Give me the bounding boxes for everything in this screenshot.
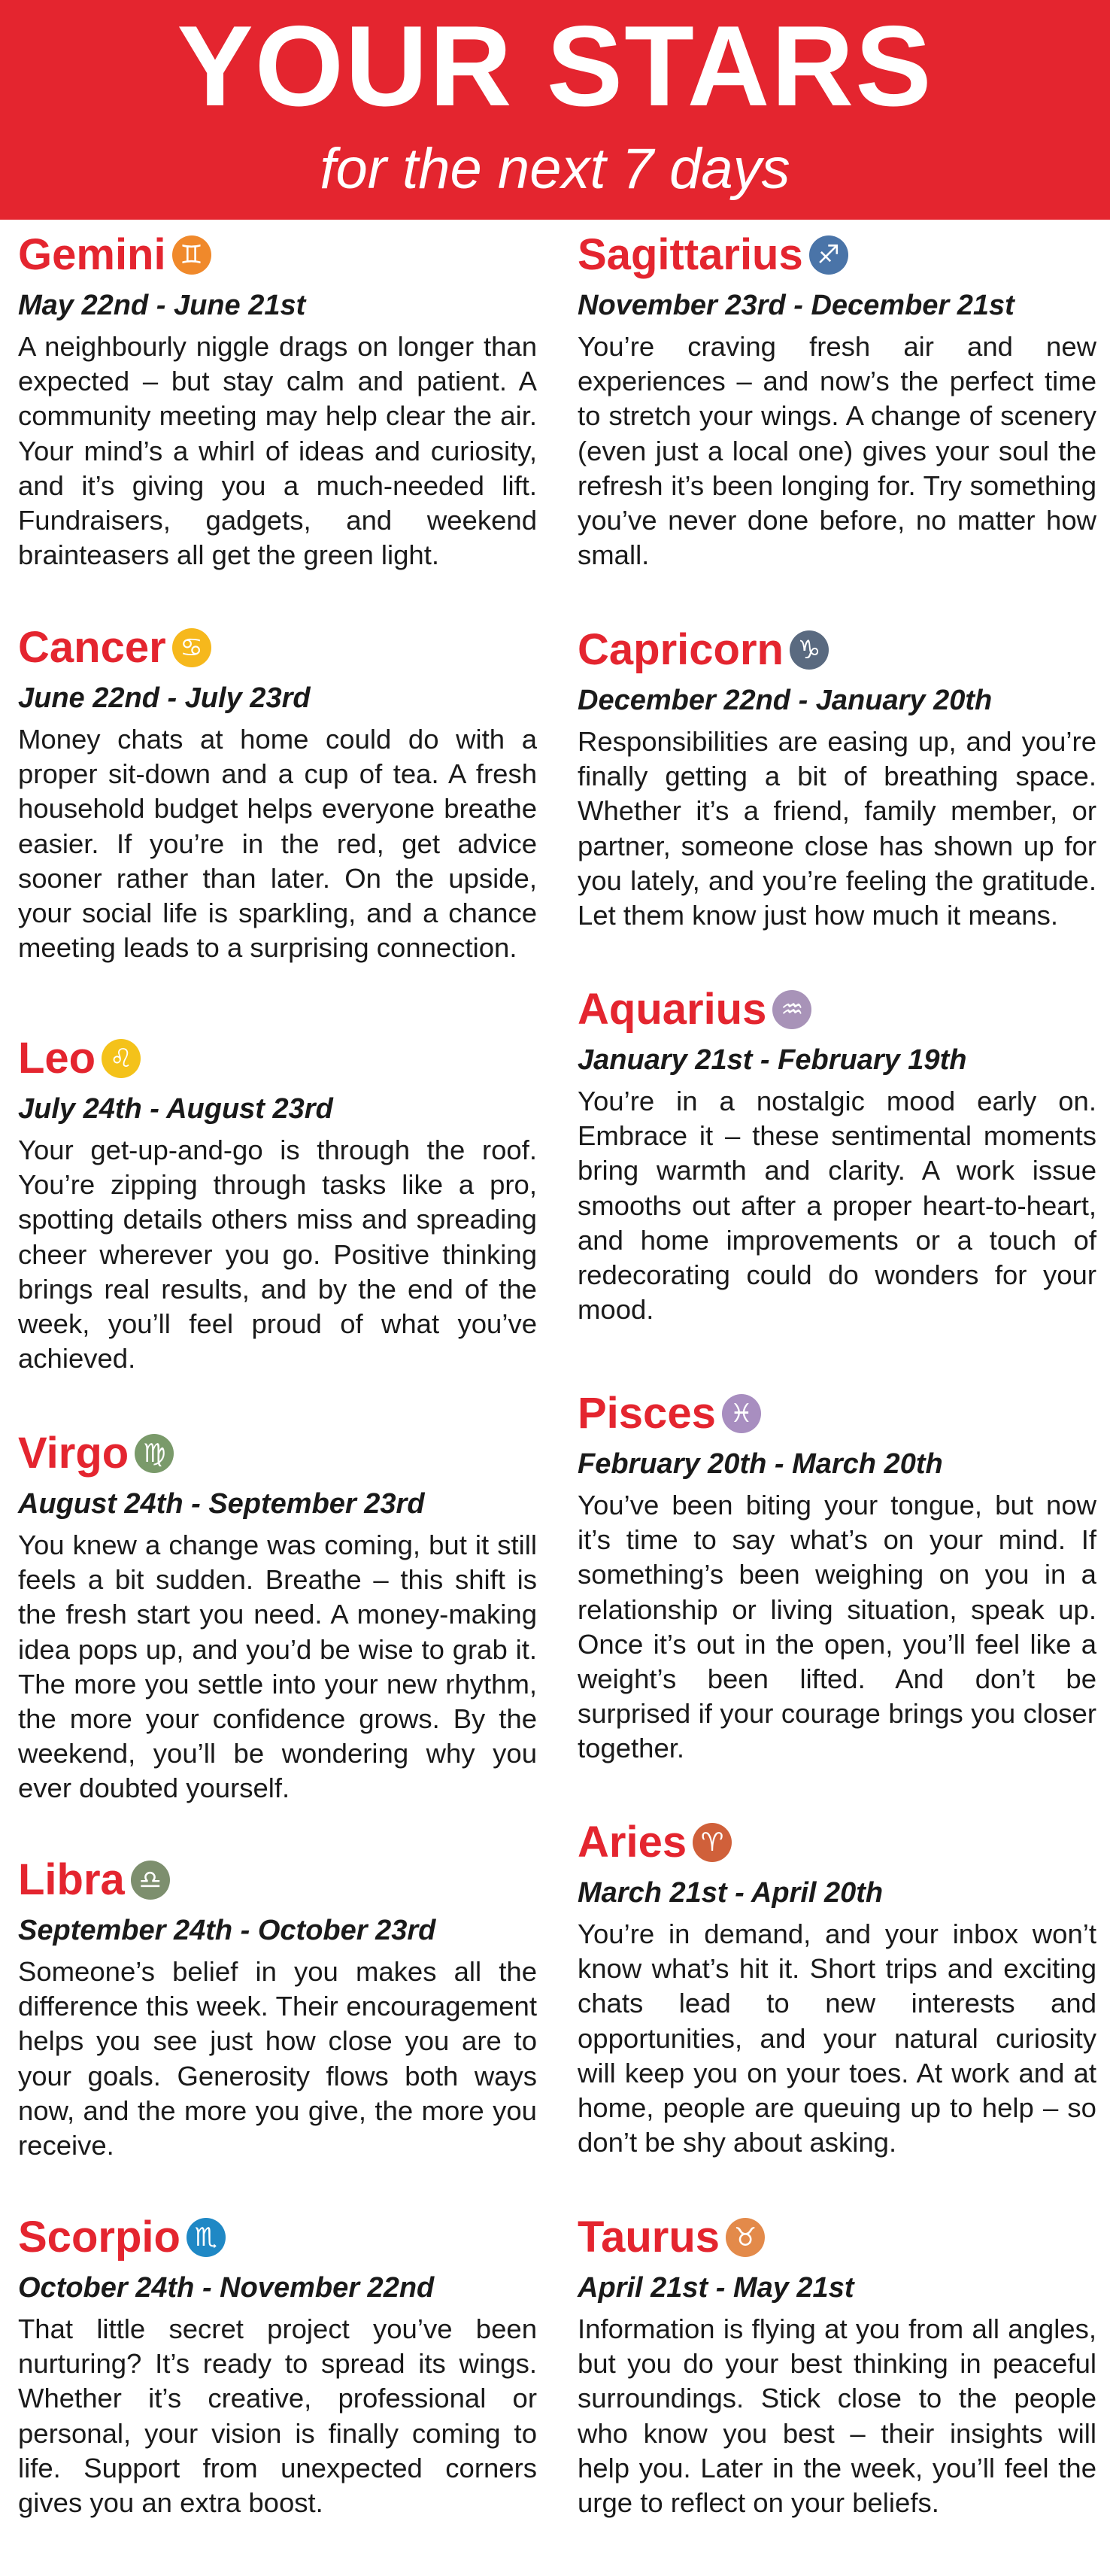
sign-name: Sagittarius — [578, 230, 803, 279]
sign-dates: January 21st - February 19th — [578, 1044, 967, 1076]
leo-icon: ♌ — [102, 1039, 141, 1078]
sign-header — [578, 226, 1096, 284]
sign-dates: September 24th - October 23rd — [18, 1915, 436, 1946]
scorpio-icon: ♏ — [187, 2218, 226, 2257]
sign-header — [578, 1384, 1096, 1443]
page-title: YOUR STARS — [177, 2, 933, 130]
sign-taurus — [578, 2208, 1096, 2520]
sign-aquarius — [578, 980, 1096, 1327]
sign-name: Aquarius — [578, 985, 767, 1034]
sign-scorpio — [18, 2208, 537, 2520]
sign-header — [18, 2208, 537, 2267]
sign-header — [18, 618, 537, 677]
sign-text: Responsibilities are easing up, and you’re finally getting a bit of breathing space. Whether it’s a friend, family member, or partner, someone close has shown up for you lately, and you’re feeling the gratitude. Let them know just how much it means. — [578, 726, 1096, 931]
sign-text: Someone’s belief in you makes all the difference this week. Their encouragement helps you see just how close you are to your goals. Generosity flows both ways now, and the more you give, the more you receive. — [18, 1956, 537, 2161]
sign-pisces — [578, 1384, 1096, 1766]
sagittarius-icon: ♐ — [809, 235, 848, 275]
sign-name: Taurus — [578, 2213, 720, 2262]
sign-text: You’re in a nostalgic mood early on. Embrace it – these sentimental moments bring warmth and clarity. A work issue smooths out after a proper heart-to-heart, and home improvements or a touch of redecorating could do wonders for your mood. — [578, 1086, 1096, 1326]
sign-dates: February 20th - March 20th — [578, 1448, 943, 1480]
sign-name: Scorpio — [18, 2213, 180, 2262]
sign-sagittarius — [578, 226, 1096, 573]
sign-dates: December 22nd - January 20th — [578, 685, 993, 716]
sign-name: Capricorn — [578, 625, 784, 674]
sign-header — [18, 1424, 537, 1483]
sign-header — [18, 1029, 537, 1088]
sign-text: Information is flying at you from all angles, but you do your best thinking in peaceful surroundings. Stick close to the people who know you best – their insights will help you. Later in the week, you’ll feel the urge to reflect on your beliefs. — [578, 2313, 1096, 2519]
sign-name: Pisces — [578, 1389, 716, 1438]
sign-dates: November 23rd - December 21st — [578, 290, 1014, 321]
header-banner — [0, 0, 1110, 220]
sign-dates: July 24th - August 23rd — [18, 1093, 333, 1125]
sign-leo — [18, 1029, 537, 1376]
sign-dates: May 22nd - June 21st — [18, 290, 306, 321]
sign-header — [578, 2208, 1096, 2267]
sign-capricorn — [578, 621, 1096, 933]
libra-icon: ♎ — [131, 1861, 170, 1900]
virgo-icon: ♍ — [135, 1434, 174, 1473]
sign-text: That little secret project you’ve been nurturing? It’s ready to spread its wings. Whether it’s creative, professional or personal, your vision is finally coming to life. Support from unexpected corners gives you an extra boost. — [18, 2313, 537, 2519]
sign-text: You’re craving fresh air and new experiences – and now’s the perfect time to stretch your wings. A change of scenery (even just a local one) gives your soul the refresh it’s been longing for. Try something you’ve never done before, no matter how small. — [578, 331, 1096, 571]
taurus-icon: ♉ — [726, 2218, 765, 2257]
sign-name: Libra — [18, 1855, 125, 1904]
sign-header — [578, 980, 1096, 1039]
capricorn-icon: ♑ — [790, 630, 829, 670]
sign-dates: March 21st - April 20th — [578, 1877, 884, 1909]
sign-header — [578, 621, 1096, 679]
sign-header — [18, 1851, 537, 1909]
sign-aries — [578, 1813, 1096, 2160]
gemini-icon: ♊ — [172, 235, 211, 275]
sign-name: Virgo — [18, 1429, 129, 1478]
sign-dates: October 24th - November 22nd — [18, 2272, 435, 2304]
sign-text: Your get-up-and-go is through the roof. You’re zipping through tasks like a pro, spotting details others miss and spreading cheer wherever you go. Positive thinking brings real results, and by the end of the week, you’ll feel proud of what you’ve achieved. — [18, 1135, 537, 1375]
sign-header — [578, 1813, 1096, 1872]
sign-dates: August 24th - September 23rd — [18, 1488, 425, 1520]
sign-name: Aries — [578, 1818, 687, 1867]
sign-gemini — [18, 226, 537, 573]
sign-dates: June 22nd - July 23rd — [18, 682, 311, 714]
aquarius-icon: ♒ — [772, 990, 811, 1029]
sign-text: You’ve been biting your tongue, but now it’s time to say what’s on your mind. If something’s been weighing on you in a relationship or living situation, speak up. Once it’s out in the open, you’ll feel like a weight’s been lifted. And don’t be surprised if your courage brings you closer together. — [578, 1490, 1096, 1764]
sign-text: You’re in demand, and your inbox won’t know what’s hit it. Short trips and exciting chats lead to new interests and opportunities, and your natural curiosity will keep you on your toes. At work and at home, people are queuing up to help – so don’t be shy about asking. — [578, 1918, 1096, 2158]
sign-libra — [18, 1851, 537, 2163]
page-subtitle: for the next 7 days — [320, 137, 790, 201]
aries-icon: ♈ — [693, 1823, 732, 1862]
cancer-icon: ♋ — [172, 628, 211, 667]
sign-cancer — [18, 618, 537, 965]
sign-virgo — [18, 1424, 537, 1806]
sign-name: Cancer — [18, 623, 166, 672]
sign-text: A neighbourly niggle drags on longer than expected – but stay calm and patient. A community meeting may help clear the air. Your mind’s a whirl of ideas and curiosity, and it’s giving you a much-needed lift. Fundraisers, gadgets, and weekend brainteasers all get the green light. — [18, 331, 537, 571]
sign-name: Leo — [18, 1034, 96, 1083]
sign-header — [18, 226, 537, 284]
sign-text: You knew a change was coming, but it still feels a bit sudden. Breathe – this shift is the fresh start you need. A money-making idea pops up, and you’d be wise to grab it. The more you settle into your new rhythm, the more your confidence grows. By the weekend, you’ll be wondering why you ever doubted yourself. — [18, 1530, 537, 1804]
sign-text: Money chats at home could do with a proper sit-down and a cup of tea. A fresh household budget helps everyone breathe easier. If you’re in the red, get advice sooner rather than later. On the upside, your social life is sparkling, and a chance meeting leads to a surprising connection. — [18, 724, 537, 964]
sign-dates: April 21st - May 21st — [578, 2272, 854, 2304]
pisces-icon: ♓ — [722, 1394, 761, 1433]
sign-name: Gemini — [18, 230, 166, 279]
